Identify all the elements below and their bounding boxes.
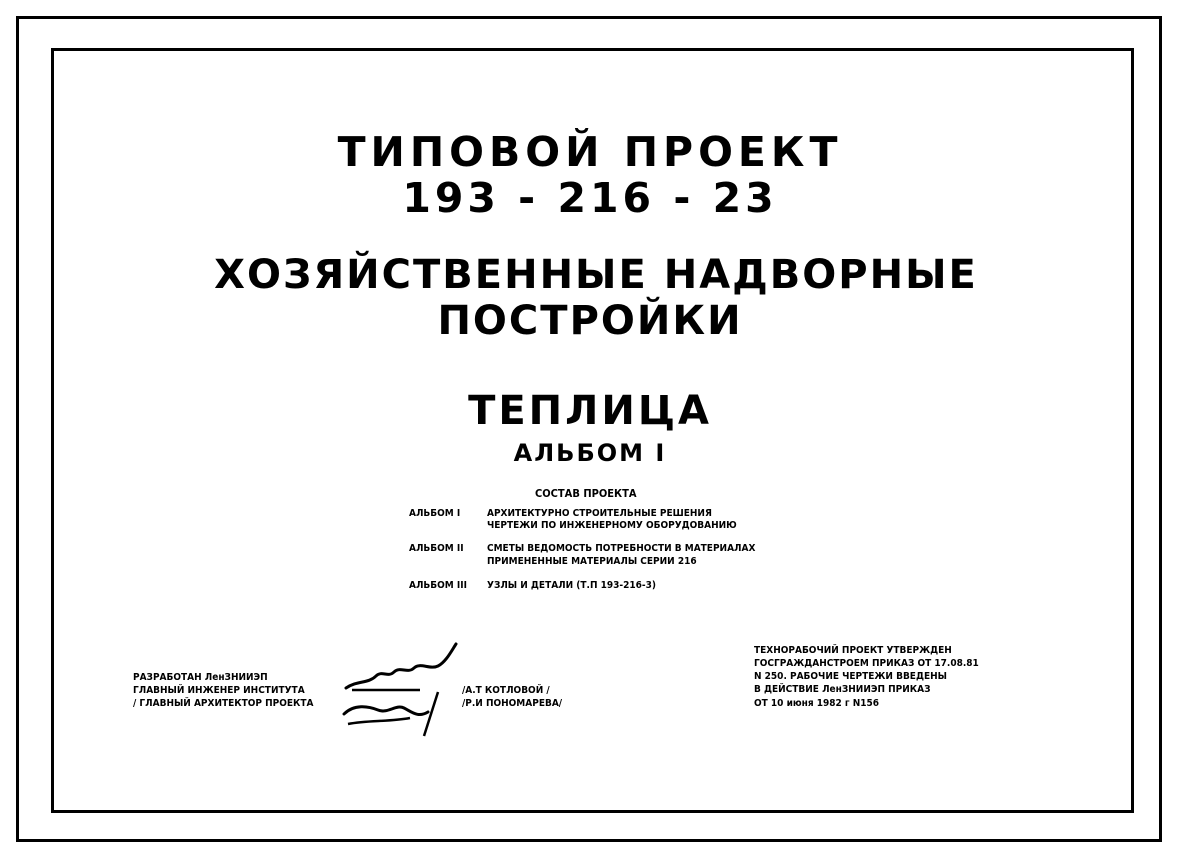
album-2-label: АЛЬБОМ II	[409, 543, 464, 554]
subject-title-line1: ХОЗЯЙСТВЕННЫЕ НАДВОРНЫЕ	[214, 252, 978, 298]
album-1-line1: АРХИТЕКТУРНО СТРОИТЕЛЬНЫЕ РЕШЕНИЯ	[487, 508, 712, 519]
approval-line3: N 250. РАБОЧИЕ ЧЕРТЕЖИ ВВЕДЕНЫ	[754, 671, 947, 682]
developer-role-chief-engineer: ГЛАВНЫЙ ИНЖЕНЕР ИНСТИТУТА	[133, 685, 305, 696]
composition-heading: СОСТАВ ПРОЕКТА	[535, 487, 637, 500]
developer-org: РАЗРАБОТАН ЛенЗНИИЭП	[133, 672, 268, 683]
approval-line1: ТЕХНОРАБОЧИЙ ПРОЕКТ УТВЕРЖДЕН	[754, 645, 952, 656]
album-number: АЛЬБОМ I	[513, 439, 667, 467]
approval-line5: ОТ 10 июня 1982 г N156	[754, 698, 880, 709]
signatory-name-2: /Р.И ПОНОМАРЕВА/	[462, 698, 563, 709]
document-type-title: ТИПОВОЙ ПРОЕКТ	[337, 128, 843, 176]
signatory-name-1: /А.Т КОТЛОВОЙ /	[462, 685, 550, 696]
album-3-line1: УЗЛЫ И ДЕТАЛИ (Т.П 193-216-3)	[487, 580, 657, 591]
approval-line2: ГОСГРАЖДАНСТРОЕМ ПРИКАЗ ОТ 17.08.81	[754, 658, 979, 669]
handwritten-signatures	[338, 640, 458, 740]
object-name: ТЕПЛИЦА	[468, 388, 712, 434]
subject-title-line2: ПОСТРОЙКИ	[437, 298, 743, 344]
album-1-label: АЛЬБОМ I	[409, 508, 461, 519]
developer-role-chief-architect: / ГЛАВНЫЙ АРХИТЕКТОР ПРОЕКТА	[133, 698, 314, 709]
album-3-label: АЛЬБОМ III	[409, 580, 467, 591]
album-1-line2: ЧЕРТЕЖИ ПО ИНЖЕНЕРНОМУ ОБОРУДОВАНИЮ	[487, 520, 737, 531]
album-2-line2: ПРИМЕНЕННЫЕ МАТЕРИАЛЫ СЕРИИ 216	[487, 556, 697, 567]
approval-line4: В ДЕЙСТВИЕ ЛенЗНИИЭП ПРИКАЗ	[754, 684, 931, 695]
album-2-line1: СМЕТЫ ВЕДОМОСТЬ ПОТРЕБНОСТИ В МАТЕРИАЛАХ	[487, 543, 756, 554]
project-number: 193 - 216 - 23	[402, 174, 778, 222]
